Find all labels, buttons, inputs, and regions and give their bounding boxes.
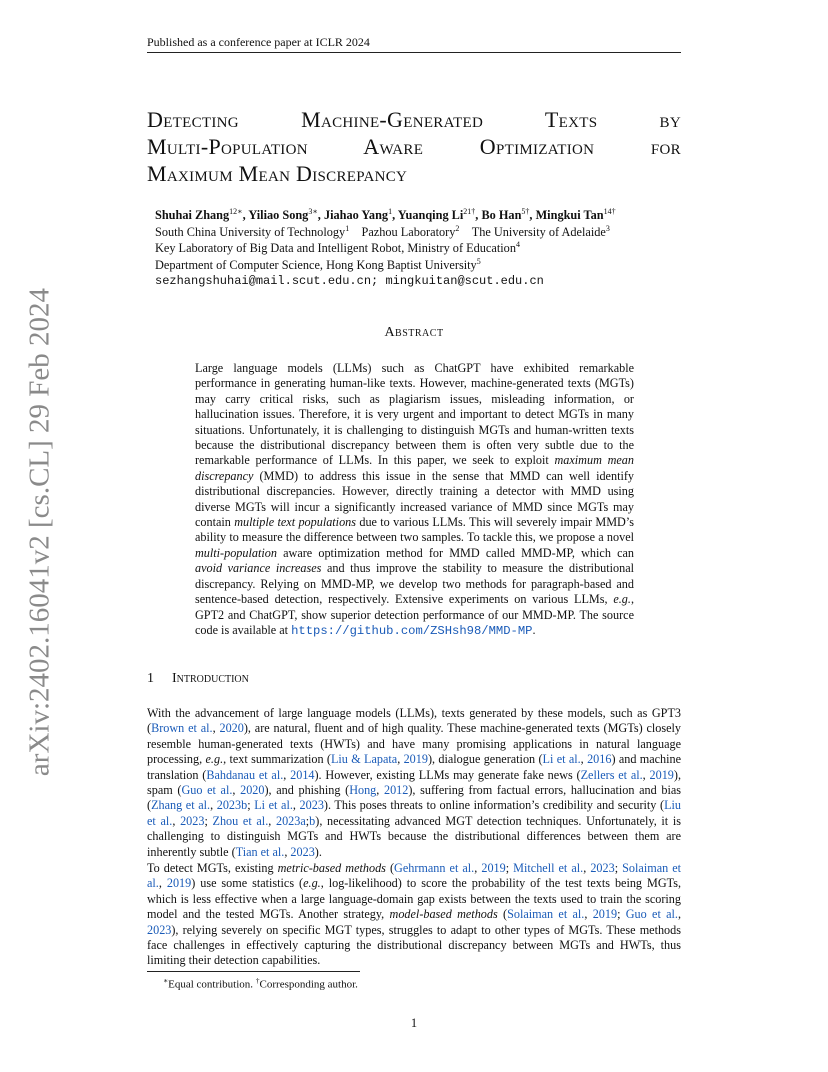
citation-link[interactable]: Brown et al. [151, 721, 213, 736]
section-heading [147, 671, 681, 687]
footnote-mark: † [255, 976, 260, 985]
page-number: 1 [410, 1016, 418, 1030]
intro-paragraph-2: To detect MGTs, existing metric-based methods (Gehrmann et al., 2019; Mitchell et al., 2023; Solaiman et al., 2019) use some statistics (e.g., log-likelihood) to score the probability of the test texts being MGTs, which is less effective when a large language-domain gap exists between the texts used to train the scoring model and the tested MGTs. Another strategy, model-based methods (Solaiman et al., 2019; Guo et al., 2023), relying severely on specific MGT types, struggles to adapt to other types of MGTs. These methods face challenges in effectively capturing the distributional discrepancy between MGTs and HWTs, thus limiting their detection capabilities. [147, 861, 682, 968]
citation-link[interactable]: Li et al. [542, 752, 581, 767]
affiliation-superscript: 2 [455, 223, 460, 233]
emphasis-text: multi-population [195, 545, 277, 560]
citation-link[interactable]: Solaiman et al. [147, 861, 682, 891]
citation-link[interactable]: 2016 [587, 752, 612, 767]
emphasis-text: avoid variance increases [195, 561, 322, 576]
footnote-text: Corresponding author. [259, 978, 358, 991]
affiliation-name: Department of Computer Science, Hong Kong Baptist University [155, 257, 477, 272]
affiliation-superscript: 1 [345, 223, 350, 233]
citation-link[interactable]: 2020 [240, 783, 265, 798]
citation-link[interactable]: 2012 [383, 783, 409, 798]
affiliation-line [155, 240, 675, 257]
footnote-text: Equal contribution. [168, 978, 256, 991]
affiliation-name: Key Laboratory of Big Data and Intelligent Robot, Ministry of Education [155, 241, 516, 256]
citation-link[interactable]: 2023 [180, 813, 205, 828]
citation-link[interactable]: Zellers et al. [580, 767, 643, 782]
citation-link[interactable]: Guo et al. [625, 907, 678, 922]
author-names: Shuhai Zhang$^{12∗}$, Yiliao Song$^{3∗}$, Jiahao Yang$^1$, Yuanqing $Li^{21\dagger}$, Bo Han$^{5\dagger}$, Mingkui Tan$^{14\dagger}$ [155, 206, 616, 222]
citation-link[interactable]: 2019 [592, 907, 618, 922]
citation-link[interactable]: 2023 [147, 922, 172, 937]
citation-link[interactable]: Solaiman et al. [507, 907, 585, 922]
author-superscript: 3∗ [308, 206, 318, 216]
author-superscript: 14† [603, 206, 616, 216]
author-superscript: 21† [463, 206, 476, 216]
abstract-body: Large language models (LLMs) such as ChatGPT have exhibited remarkable performance in generating human-like texts. However, machine-generated texts (MGTs) may carry critical risks, such as plagiarism issues, misleading information, or hallucination issues. Therefore, it is very urgent and important to detect MGTs in many situations. Unfortunately, it is challenging to distinguish MGTs and human-written texts because the distributional discrepancy between them is often very subtle due to the remarkable performance of LLMs. In this paper, we seek to exploit maximum mean discrepancy (MMD) to address this issue in the sense that MMD can well identify distributional discrepancies. However, directly training a detector with MMD using diverse MGTs will incur a significantly increased variance of MMD since MGTs may contain multiple text populations due to various LLMs. This will severely impair MMD’s ability to measure the difference between two samples. To tackle this, we propose a novel multi-population aware optimization method for MMD called MMD-MP, which can avoid variance increases and thus improve the stability to measure the distributional discrepancy. Relying on MMD-MP, we develop two methods for paragraph-based and sentence-based detection, respectively. Extensive experiments on various LLMs, e.g., GPT2 and ChatGPT, show superior detection performance of our MMD-MP. The source code is available at https://github.com/ZSHsh98/MMD-MP. [195, 361, 635, 638]
footnote-rule [147, 971, 360, 972]
citation-link[interactable]: Guo et al. [181, 783, 233, 798]
citation-link[interactable]: Gehrmann et al. [394, 861, 475, 875]
citation-link[interactable]: b [309, 813, 316, 828]
abstract-heading: Abstract [384, 325, 444, 340]
intro-paragraph-1: With the advancement of large language models (LLMs), texts generated by these models, such as GPT3 (Brown et al., 2020), are natural, fluent and of high quality. These machine-generated texts (MGTs) closely resemble human-generated texts (HWTs) and have many promising applications in natural language processing, e.g., text summarization (Liu & Lapata, 2019), dialogue generation (Li et al., 2016) and machine translation (Bahdanau et al., 2014). However, existing LLMs may generate fake news (Zellers et al., 2019), spam (Guo et al., 2020), and phishing (Hong, 2012), suffering from factual errors, hallucination and bias (Zhang et al., 2023b; Li et al., 2023). This poses threats to online information’s credibility and security (Liu et al., 2023; Zhou et al., 2023a;b), necessitating advanced MGT detection techniques. Unfortunately, it is challenging to distinguish MGTs and HWTs because the distributional differences between them are inherently subtle (Tian et al., 2023). [147, 706, 682, 859]
citation-link[interactable]: Mitchell et al. [513, 861, 584, 875]
source-code-url[interactable]: https://github.com/ZSHsh98/MMD-MP [291, 623, 533, 638]
citation-link[interactable]: 2023b [216, 798, 248, 813]
author-superscript: 1 [388, 206, 393, 216]
title-line: Detecting Machine-Generated Texts by [147, 107, 681, 132]
citation-link[interactable]: Li et al. [254, 798, 293, 813]
affiliation-superscript: 3 [605, 223, 610, 233]
title-line: Multi-Population Aware Optimization for [147, 134, 681, 159]
affiliation-superscript: 4 [515, 240, 520, 250]
citation-link[interactable]: Bahdanau et al. [206, 767, 284, 782]
citation-link[interactable]: 2023a [275, 813, 306, 828]
author-block [155, 207, 675, 290]
citation-link[interactable]: 2019 [403, 752, 428, 767]
author-superscript: 5† [521, 206, 530, 216]
citation-link[interactable]: 2023 [290, 844, 315, 859]
citation-link[interactable]: 2019 [481, 861, 506, 875]
footnote [163, 976, 358, 991]
affiliations [155, 224, 675, 274]
footnote-mark: ∗ [163, 976, 169, 985]
emphasis-text: e.g. [303, 876, 321, 891]
running-header: Published as a conference paper at ICLR 2024 [147, 35, 370, 49]
citation-link[interactable]: Liu & Lapata [330, 752, 398, 767]
author-name: Shuhai Zhang [155, 208, 230, 222]
citation-link[interactable]: 2014 [290, 767, 315, 782]
affiliation-line [155, 224, 675, 241]
author-emails: sezhangshuhai@mail.scut.edu.cn; mingkuitan@scut.edu.cn [155, 274, 544, 289]
citation-link[interactable]: 2023 [590, 861, 615, 875]
affiliation-name: South China University of Technology [155, 224, 346, 239]
author-name: Bo Han [481, 208, 522, 222]
citation-link[interactable]: 2019 [649, 767, 674, 782]
header-rule [147, 52, 681, 53]
citation-link[interactable]: Tian et al. [235, 844, 285, 859]
citation-link[interactable]: Hong [349, 783, 377, 798]
affiliation-superscript: 5 [476, 256, 481, 266]
emphasis-text: multiple text populations [234, 515, 356, 530]
emphasis-text: e.g. [613, 592, 631, 607]
citation-link[interactable]: 2019 [166, 876, 192, 891]
paper-title [147, 106, 681, 187]
author-superscript: 12∗ [229, 206, 243, 216]
emphasis-text: metric-based methods [277, 861, 386, 875]
emphasis-text: e.g. [205, 752, 224, 767]
emphasis-text: maximum mean discrepancy [195, 453, 634, 483]
citation-link[interactable]: Liu et al. [147, 798, 681, 828]
title-line: Maximum Mean Discrepancy [147, 161, 408, 186]
citation-link[interactable]: Zhou et al. [212, 813, 269, 828]
author-name: Yuanqing Li [397, 208, 464, 222]
affiliation-line [155, 257, 675, 274]
citation-link[interactable]: 2020 [219, 721, 244, 736]
author-name: Yiliao Song [248, 208, 309, 222]
section-number: 1 [147, 671, 154, 686]
emphasis-text: model-based methods [389, 907, 498, 922]
section-title: Introduction [172, 671, 249, 686]
arxiv-identifier-stamp: arXiv:2402.16041v2 [cs.CL] 29 Feb 2024 [23, 287, 56, 777]
affiliation-name: Pazhou Laboratory [361, 224, 456, 239]
citation-link[interactable]: Zhang et al. [151, 798, 211, 813]
affiliation-name: The University of Adelaide [471, 224, 606, 239]
author-name: Mingkui Tan [535, 208, 604, 222]
citation-link[interactable]: 2023 [299, 798, 324, 813]
author-name: Jiahao Yang [323, 208, 389, 222]
